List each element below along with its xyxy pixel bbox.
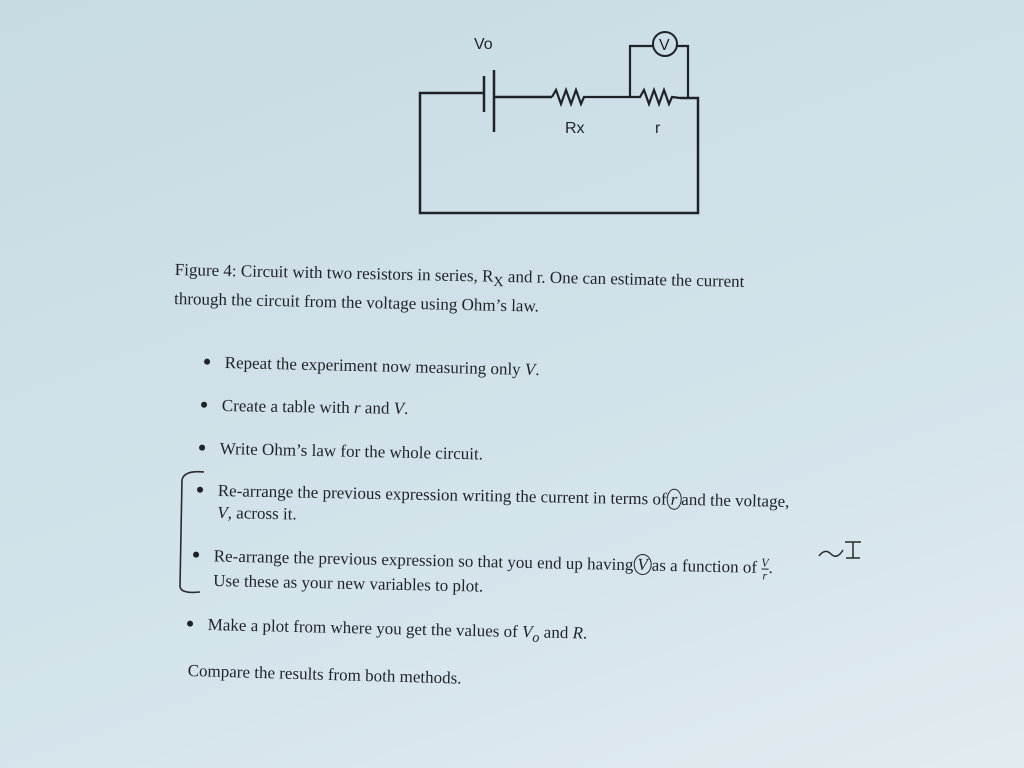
- voltmeter-lead-left: [630, 46, 653, 97]
- bullet-line-2: Use these as your new variables to plot.: [213, 570, 484, 596]
- bullet-mid: as a function of: [651, 555, 762, 577]
- caption-text-rest: and r. One can estimate the current: [503, 266, 745, 291]
- bullet-text: Make a plot from where you get the values of: [207, 614, 523, 642]
- bullet-rearrange-function: [191, 545, 1004, 609]
- resistor-rx-label: Rx: [565, 120, 585, 137]
- var-v: V: [217, 502, 228, 523]
- bullet-end: , across it.: [227, 503, 297, 524]
- bullet-dot: ●: [197, 440, 207, 456]
- caption-subscript: X: [493, 274, 504, 291]
- bullet-end: .: [768, 558, 774, 578]
- source-label: Vo: [474, 36, 493, 53]
- handwritten-bracket: [170, 468, 210, 598]
- caption-line-2: through the circuit from the voltage using Ohm’s law.: [173, 289, 540, 317]
- bullet-dot: ●: [191, 547, 201, 563]
- bullet-make-plot: [185, 614, 588, 650]
- bullet-text: Create a table with: [221, 395, 355, 418]
- var-v: V: [521, 622, 533, 642]
- fraction-denominator: r: [762, 568, 768, 583]
- caption-text: Figure 4: Circuit with two resistors in series, R: [174, 259, 494, 286]
- var-r: r: [353, 398, 361, 418]
- resistor-r-label: r: [655, 120, 661, 137]
- var-v: V: [393, 398, 405, 418]
- fraction-numerator: V: [761, 555, 769, 570]
- voltmeter-label: V: [659, 37, 670, 54]
- circuit-diagram: [0, 0, 1024, 240]
- bullet-text: Re-arrange the previous expression so that you end up having: [213, 546, 634, 575]
- bullet-mid: and: [539, 622, 573, 643]
- bullet-text: Re-arrange the previous expression writing the current in terms of: [217, 480, 667, 509]
- bullet-end: .: [582, 623, 588, 643]
- subscript-o: o: [532, 629, 540, 646]
- circuit-wire: [420, 93, 698, 213]
- bullet-dot: ●: [202, 354, 212, 370]
- bullet-dot: ●: [185, 616, 195, 632]
- bullet-text-rest: and the voltage,: [681, 489, 790, 511]
- bullet-dot: ●: [195, 482, 205, 498]
- bullet-end: .: [535, 360, 540, 380]
- bullet-end: .: [403, 398, 409, 418]
- handwritten-current-mark: [815, 536, 865, 566]
- circled-var-r: r: [666, 489, 681, 510]
- bullet-text: Repeat the experiment now measuring only: [224, 352, 526, 379]
- figure-caption: [174, 258, 985, 328]
- bullet-text: Write Ohm’s law for the whole circuit.: [219, 438, 484, 464]
- bullet-mid: and: [360, 398, 394, 418]
- compare-results-text: Compare the results from both methods.: [187, 661, 462, 688]
- voltmeter-lead-right: [677, 46, 688, 98]
- bullet-rearrange-current: [195, 480, 998, 539]
- bullet-create-table: [199, 395, 409, 420]
- var-v: V: [524, 359, 536, 380]
- resistor-rx: [552, 90, 628, 104]
- bullet-repeat-experiment: [202, 352, 540, 381]
- circled-var-v: V: [633, 554, 652, 575]
- bullet-write-ohms-law: [197, 438, 484, 466]
- bullet-dot: ●: [199, 397, 209, 413]
- var-r: R: [572, 623, 584, 643]
- resistor-r: [628, 90, 680, 104]
